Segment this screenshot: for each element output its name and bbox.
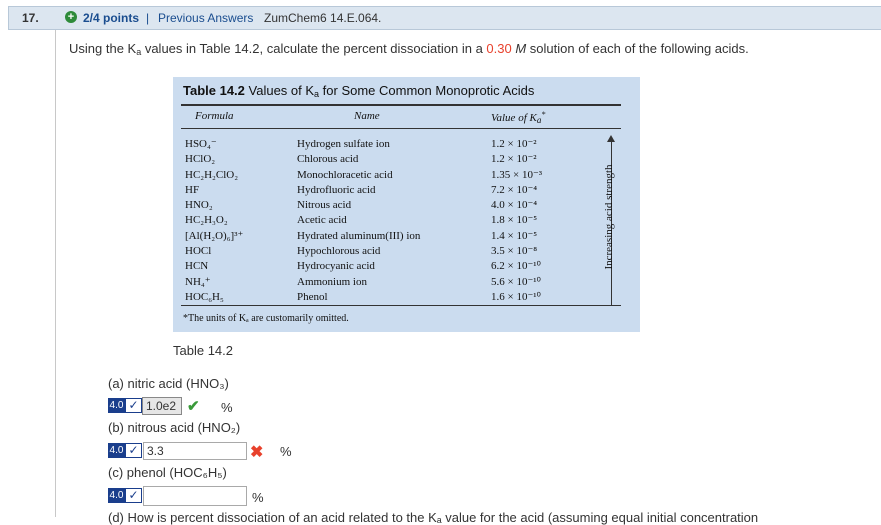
table-cell-f: NH₄⁺ — [185, 275, 211, 288]
header-formula: Formula — [195, 110, 234, 122]
score-badge: 4.0 ✓ — [108, 398, 141, 413]
concentration-value: 0.30 — [486, 41, 512, 56]
table-cell-f: HC₂H₃O₂ — [185, 214, 228, 227]
table-cell-n: Nitrous acid — [297, 199, 352, 212]
table-cell-f: HOCl — [185, 245, 212, 258]
table-cell-v: 1.4 × 10⁻⁵ — [491, 229, 538, 242]
table-cell-f: HSO₄⁻ — [185, 138, 217, 150]
table-cell-f: HC₂H₂ClO₂ — [185, 168, 239, 181]
table-cell-n: Hydrofluoric acid — [297, 183, 376, 196]
part-b-label: (b) nitrous acid (HNO₂) — [108, 420, 241, 435]
table-cell-n: Hydrated aluminum(III) ion — [297, 229, 421, 242]
plus-circle-icon[interactable]: + — [65, 11, 77, 23]
table-cell-n: Monochloracetic acid — [297, 168, 393, 181]
part-c-answer-field[interactable] — [143, 486, 247, 506]
separator: | — [146, 11, 150, 25]
table-footnote: *The units of Kₐ are customarily omitted. — [183, 313, 349, 324]
question-id: ZumChem6 14.E.064. — [264, 11, 382, 25]
part-a-answer-field[interactable]: 1.0e2 — [142, 397, 182, 415]
table-rule — [181, 305, 621, 306]
table-cell-v: 1.2 × 10⁻² — [491, 153, 537, 166]
table-cell-v: 6.2 × 10⁻¹⁰ — [491, 260, 541, 273]
table-cell-n: Acetic acid — [297, 214, 347, 227]
table-cell-n: Chlorous acid — [297, 153, 359, 166]
check-icon: ✔ — [187, 398, 200, 415]
part-d-label: (d) How is percent dissociation of an acid related to the Kₐ value for the acid (assuming equal initial concentration — [108, 510, 759, 525]
score-badge: 4.0 ✓ — [108, 488, 141, 503]
question-number: 17. — [22, 11, 39, 25]
part-b-answer-field[interactable]: 3.3 — [143, 442, 247, 460]
table-caption: Table 14.2 — [173, 343, 233, 358]
question-text: Using the $K_a$ values in Table 14.2, calculate the percent dissociation in a 0.30 M solution of each of the following acids. — [69, 41, 749, 57]
table-cell-f: HF — [185, 183, 200, 196]
left-divider — [55, 30, 56, 517]
table-cell-f: [Al(H₂O)₆]³⁺ — [185, 229, 244, 242]
table-cell-n: Phenol — [297, 290, 328, 303]
table-cell-v: 7.2 × 10⁻⁴ — [491, 183, 538, 196]
score-badge: 4.0 ✓ — [108, 443, 141, 458]
table-cell-f: HCN — [185, 260, 209, 273]
table-rule — [181, 104, 621, 106]
percent-unit: % — [280, 444, 292, 459]
table-cell-v: 4.0 × 10⁻⁴ — [491, 199, 538, 212]
x-icon: ✖ — [250, 444, 264, 461]
percent-unit: % — [221, 400, 233, 415]
table-cell-v: 1.2 × 10⁻² — [491, 138, 537, 150]
table-cell-n: Hypochlorous acid — [297, 245, 381, 258]
table-cell-f: HClO₂ — [185, 153, 216, 166]
table-cell-v: 3.5 × 10⁻⁸ — [491, 245, 538, 258]
table-rule — [181, 128, 621, 129]
table-cell-f: HOC₆H₅ — [185, 290, 224, 303]
table-title: Table 14.2 Values of $K_a$ for Some Common Monoprotic Acids — [183, 83, 535, 99]
part-a-label: (a) nitric acid (HNO₃) — [108, 376, 229, 391]
table-cell-v: 1.8 × 10⁻⁵ — [491, 214, 538, 227]
previous-answers-link[interactable]: Previous Answers — [158, 11, 254, 25]
header-name: Name — [354, 110, 380, 122]
part-c-label: (c) phenol (HOC₆H₅) — [108, 465, 227, 480]
table-cell-v: 5.6 × 10⁻¹⁰ — [491, 275, 541, 288]
table-cell-n: Ammonium ion — [297, 275, 367, 288]
header-value: Value of $K_a^*$ — [491, 110, 546, 125]
percent-unit: % — [252, 490, 264, 505]
question-header — [8, 6, 881, 30]
table-cell-v: 1.6 × 10⁻¹⁰ — [491, 290, 541, 303]
table-cell-f: HNO₂ — [185, 199, 213, 212]
table-cell-n: Hydrogen sulfate ion — [297, 138, 390, 150]
table-cell-n: Hydrocyanic acid — [297, 260, 375, 273]
formula-column — [185, 137, 243, 305]
arrow-label: Increasing acid strength — [603, 164, 615, 270]
ka-table-image — [173, 77, 640, 332]
table-cell-v: 1.35 × 10⁻³ — [491, 168, 543, 181]
points-label: 2/4 points — [83, 11, 140, 25]
name-column — [297, 137, 420, 305]
value-column — [491, 137, 542, 305]
